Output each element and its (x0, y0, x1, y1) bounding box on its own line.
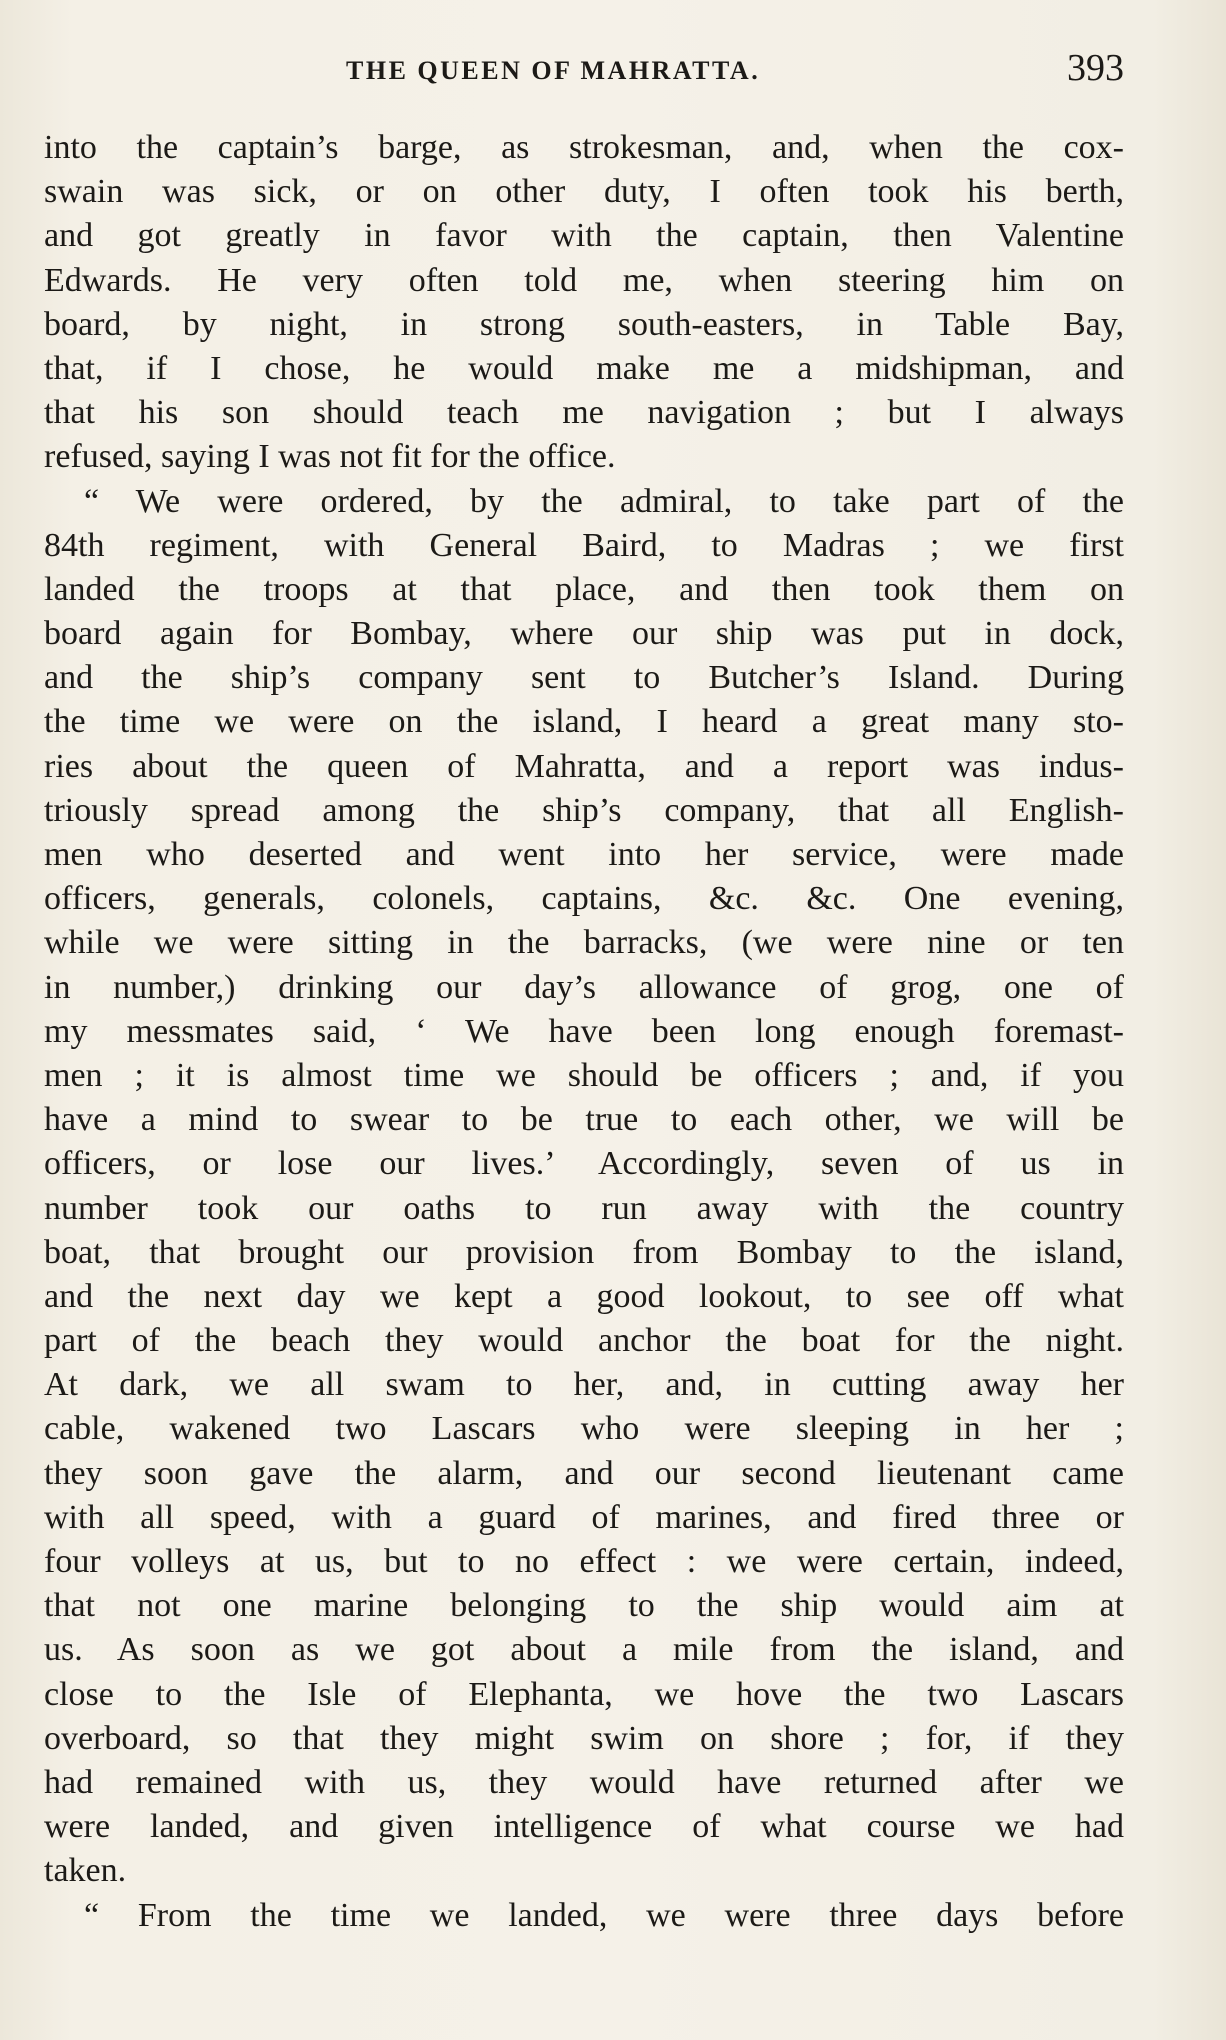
text-line: landed the troops at that place, and then took them on (44, 570, 1124, 608)
text-line: that not one marine belonging to the ship would aim at (44, 1587, 1124, 1625)
text-line: refused, saying I was not fit for the office. (44, 438, 616, 476)
text-line: that his son should teach me navigation ; but I always (44, 394, 1124, 432)
text-line: triously spread among the ship’s company, that all English- (44, 791, 1124, 829)
text-line: 84th regiment, with General Baird, to Madras ; we first (44, 526, 1124, 564)
text-line: board again for Bombay, where our ship was put in dock, (44, 615, 1124, 653)
text-line: number took our oaths to run away with the country (44, 1189, 1124, 1227)
text-line: Edwards. He very often told me, when steering him on (44, 261, 1124, 299)
text-line: officers, or lose our lives.’ Accordingly, seven of us in (44, 1145, 1124, 1183)
text-line: they soon gave the alarm, and our second lieutenant came (44, 1454, 1124, 1492)
text-line: part of the beach they would anchor the boat for the night. (44, 1322, 1124, 1360)
text-line: boat, that brought our provision from Bombay to the island, (44, 1233, 1124, 1271)
text-line: board, by night, in strong south-easters, in Table Bay, (44, 305, 1124, 343)
text-line: have a mind to swear to be true to each other, we will be (44, 1101, 1124, 1139)
text-line: men ; it is almost time we should be officers ; and, if you (44, 1056, 1124, 1094)
text-line: four volleys at us, but to no effect : we were certain, indeed, (44, 1543, 1124, 1580)
text-line: close to the Isle of Elephanta, we hove the two Lascars (44, 1675, 1124, 1713)
text-line: in number,) drinking our day’s allowance of grog, one of (44, 968, 1124, 1006)
page-number: 393 (1067, 47, 1124, 89)
running-title: THE QUEEN OF MAHRATTA. (346, 56, 761, 85)
text-line: and got greatly in favor with the captain, then Valentine (44, 217, 1124, 255)
text-line: us. As soon as we got about a mile from the island, and (44, 1631, 1124, 1669)
text-line: swain was sick, or on other duty, I often took his berth, (44, 173, 1124, 211)
text-line: cable, wakened two Lascars who were sleeping in her ; (44, 1410, 1124, 1448)
text-line: taken. (44, 1852, 127, 1890)
text-line: and the ship’s company sent to Butcher’s Island. During (44, 659, 1124, 697)
text-line: “ From the time we landed, we were three days before (84, 1896, 1124, 1934)
page-header (44, 40, 1124, 100)
text-line: At dark, we all swam to her, and, in cutting away her (44, 1366, 1124, 1404)
text-line: my messmates said, ‘ We have been long enough foremast- (44, 1012, 1124, 1050)
text-line: ries about the queen of Mahratta, and a report was indus- (44, 747, 1124, 785)
text-line: and the next day we kept a good lookout, to see off what (44, 1277, 1124, 1315)
body-text (44, 126, 1124, 1938)
text-line: that, if I chose, he would make me a midshipman, and (44, 349, 1124, 387)
text-line: had remained with us, they would have returned after we (44, 1763, 1124, 1801)
text-line: into the captain’s barge, as strokesman, and, when the cox- (44, 129, 1124, 166)
text-line: with all speed, with a guard of marines, and fired three or (44, 1498, 1124, 1536)
text-line: were landed, and given intelligence of what course we had (44, 1808, 1124, 1846)
text-line: the time we were on the island, I heard a great many sto- (44, 703, 1124, 741)
text-line: while we were sitting in the barracks, (we were nine or ten (44, 924, 1124, 962)
text-line: men who deserted and went into her service, were made (44, 836, 1124, 873)
text-line: officers, generals, colonels, captains, &c. &c. One evening, (44, 880, 1124, 918)
text-line: “ We were ordered, by the admiral, to take part of the (84, 482, 1124, 520)
text-line: overboard, so that they might swim on shore ; for, if they (44, 1719, 1124, 1757)
